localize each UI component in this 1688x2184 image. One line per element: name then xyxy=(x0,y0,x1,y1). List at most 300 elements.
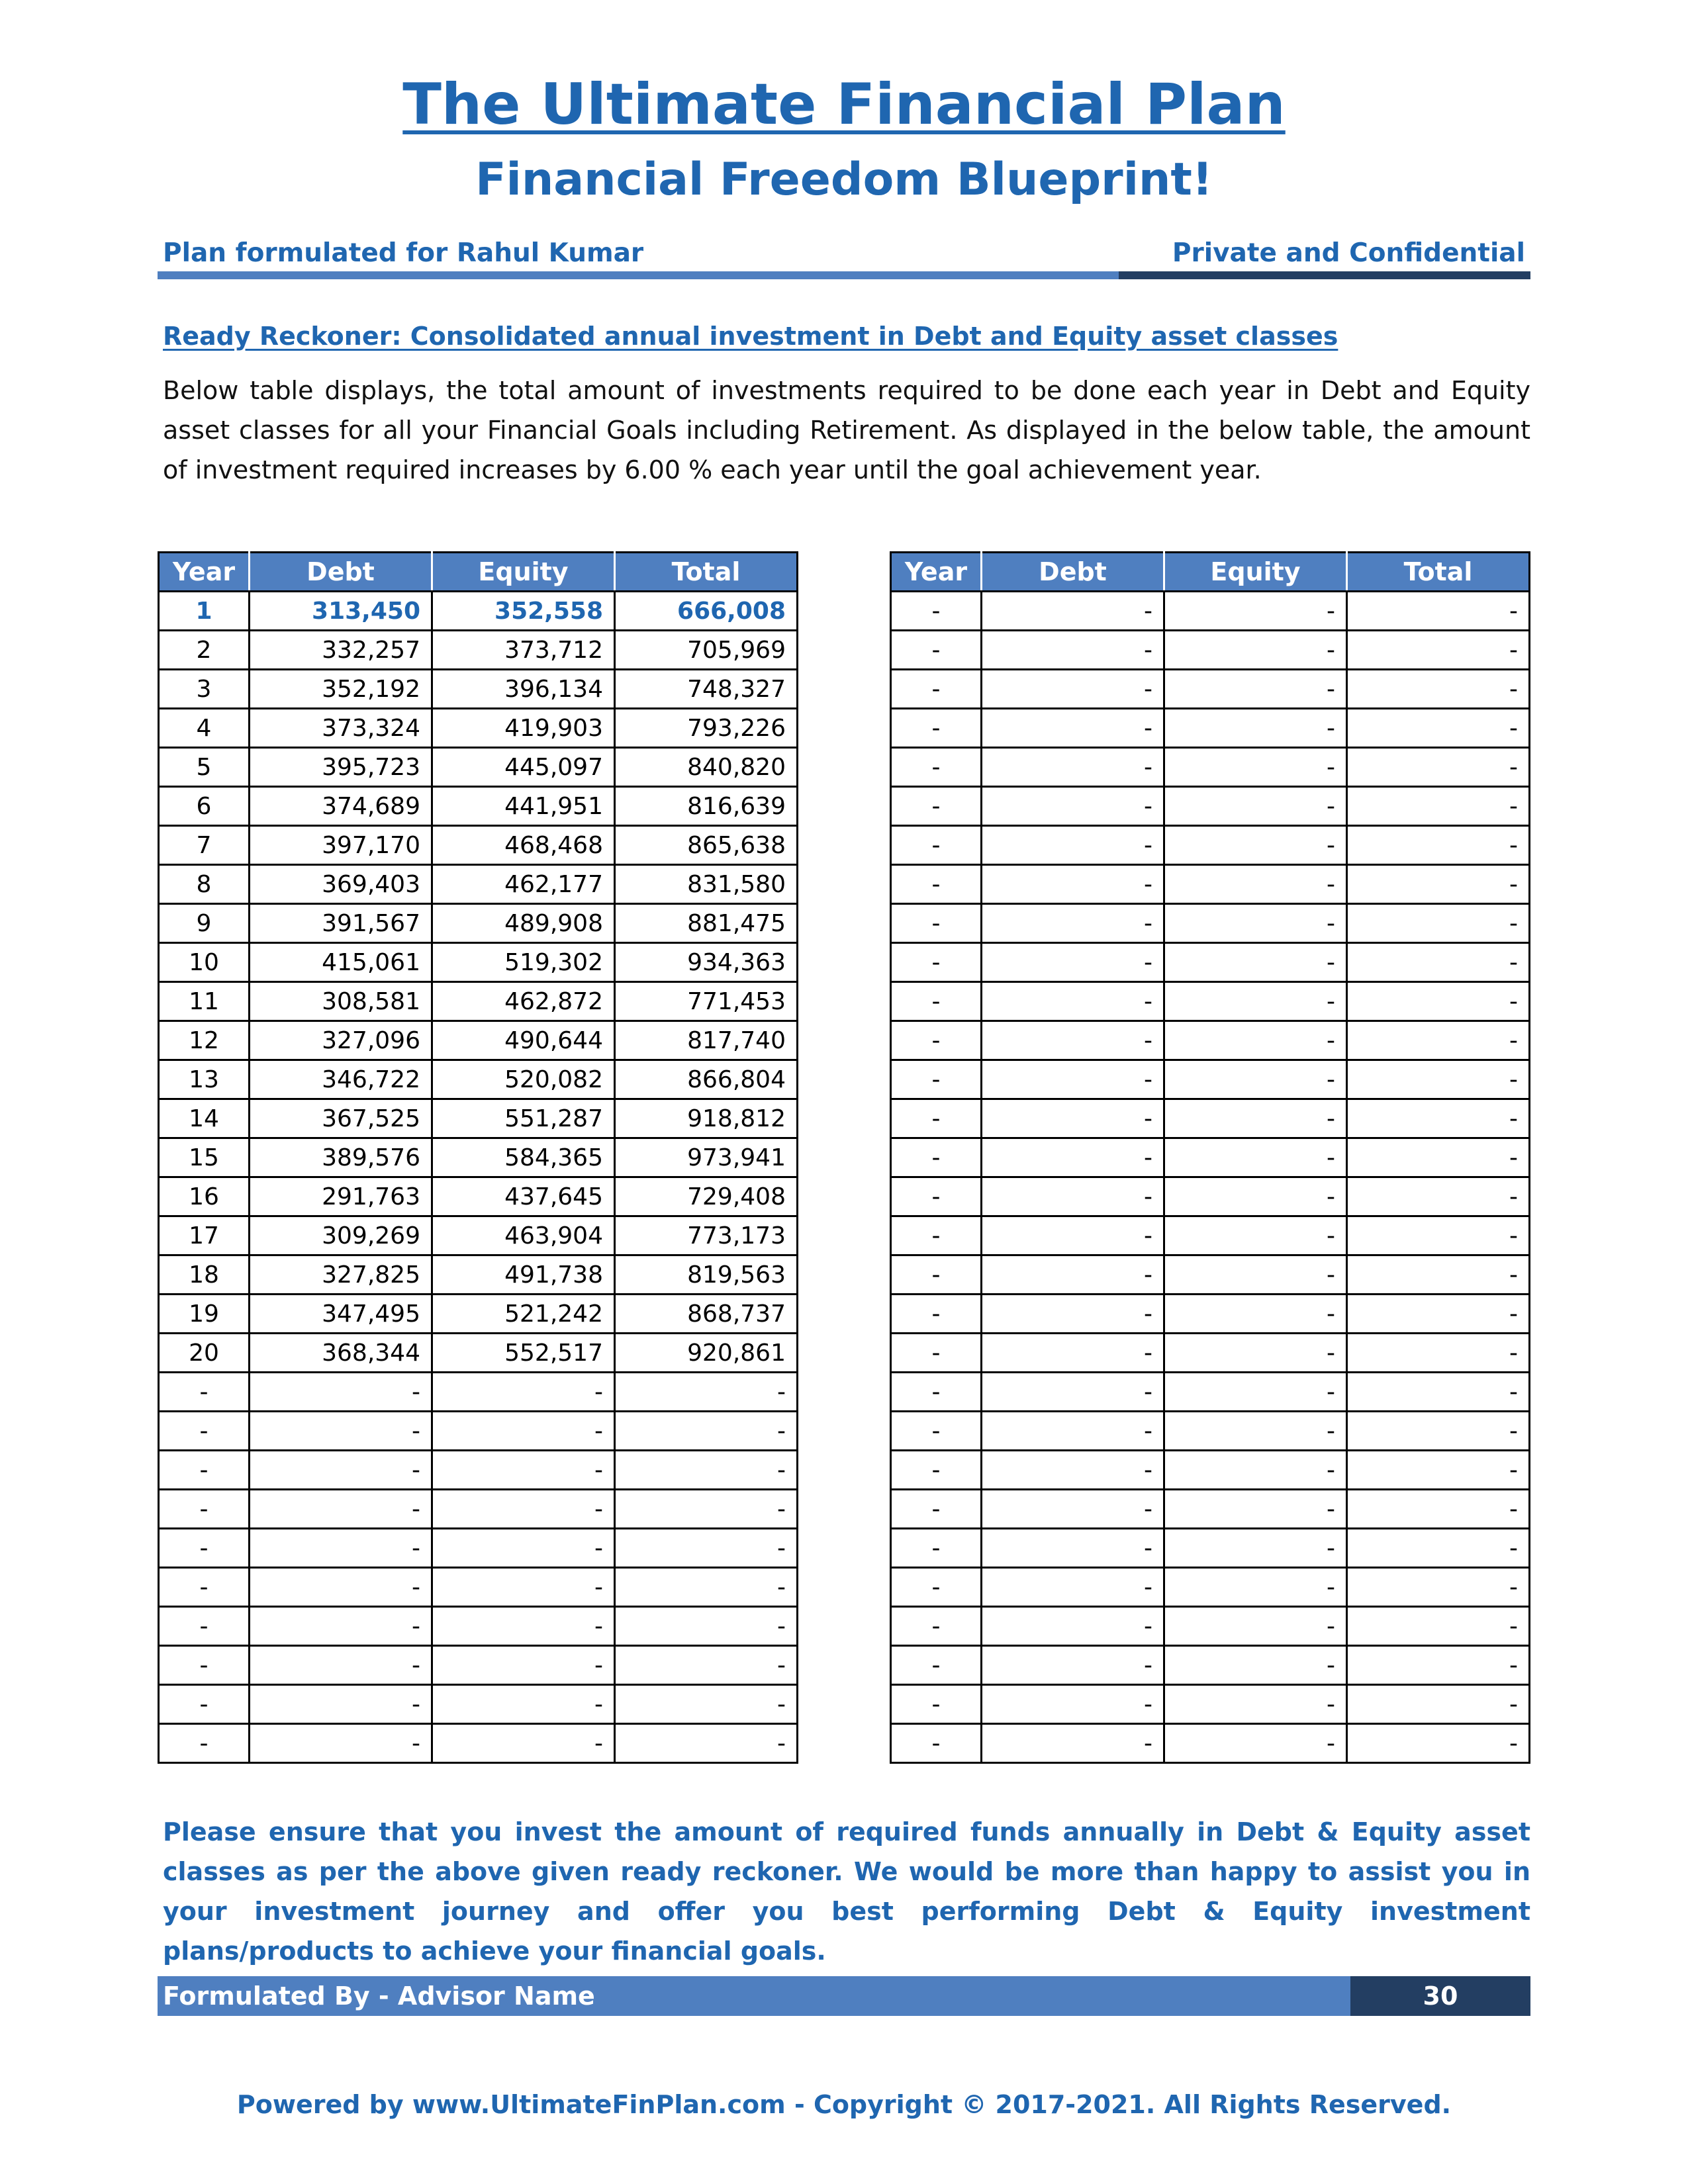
cell-debt: 389,576 xyxy=(250,1138,432,1177)
cell-equity: - xyxy=(1164,1490,1347,1529)
cell-equity: - xyxy=(1164,592,1347,631)
cell-total: 866,804 xyxy=(615,1060,798,1099)
cell-year: 2 xyxy=(159,631,250,670)
ready-reckoner-table-left xyxy=(158,551,798,1764)
table-row xyxy=(159,1451,798,1490)
cell-debt: - xyxy=(982,1295,1164,1334)
cell-year: 20 xyxy=(159,1334,250,1373)
cell-year: 11 xyxy=(159,982,250,1021)
cell-year: - xyxy=(159,1646,250,1685)
cell-equity: 490,644 xyxy=(432,1021,615,1060)
cell-debt: 308,581 xyxy=(250,982,432,1021)
cell-debt: - xyxy=(250,1685,432,1724)
ready-reckoner-table-right xyxy=(890,551,1530,1764)
table-row xyxy=(891,1177,1530,1216)
table-row xyxy=(159,1490,798,1529)
cell-year: - xyxy=(159,1412,250,1451)
table-row xyxy=(159,1255,798,1295)
table-row xyxy=(891,1490,1530,1529)
cell-equity: - xyxy=(1164,631,1347,670)
header-year: Year xyxy=(159,553,250,592)
cell-debt: 395,723 xyxy=(250,748,432,787)
cell-equity: - xyxy=(1164,1724,1347,1763)
table-row xyxy=(159,787,798,826)
cell-total: - xyxy=(615,1412,798,1451)
cell-year: - xyxy=(891,1060,982,1099)
cell-equity: - xyxy=(1164,1295,1347,1334)
cell-year: - xyxy=(891,943,982,982)
cell-total: - xyxy=(615,1529,798,1568)
cell-year: - xyxy=(891,1295,982,1334)
cell-equity: 462,177 xyxy=(432,865,615,904)
cell-total: - xyxy=(615,1646,798,1685)
cell-debt: - xyxy=(250,1724,432,1763)
cell-year: 19 xyxy=(159,1295,250,1334)
cell-debt: - xyxy=(982,592,1164,631)
cell-year: - xyxy=(159,1607,250,1646)
cell-year: - xyxy=(891,1568,982,1607)
cell-total: 865,638 xyxy=(615,826,798,865)
table-row xyxy=(159,1373,798,1412)
cell-debt: 367,525 xyxy=(250,1099,432,1138)
cell-total: 705,969 xyxy=(615,631,798,670)
cell-equity: - xyxy=(1164,1177,1347,1216)
cell-equity: 551,287 xyxy=(432,1099,615,1138)
cell-equity: - xyxy=(1164,1255,1347,1295)
cell-equity: - xyxy=(432,1685,615,1724)
cell-year: 12 xyxy=(159,1021,250,1060)
table-row xyxy=(159,709,798,748)
powered-by-line: Powered by www.UltimateFinPlan.com - Copyright © 2017-2021. All Rights Reserved. xyxy=(236,2090,1452,2119)
cell-year: - xyxy=(891,787,982,826)
cell-total: 973,941 xyxy=(615,1138,798,1177)
cell-debt: 347,495 xyxy=(250,1295,432,1334)
page-number: 30 xyxy=(1423,1981,1458,2011)
cell-year: - xyxy=(159,1529,250,1568)
cell-debt: - xyxy=(982,709,1164,748)
cell-total: 819,563 xyxy=(615,1255,798,1295)
cell-total: - xyxy=(1347,1412,1530,1451)
cell-equity: - xyxy=(1164,1451,1347,1490)
cell-equity: - xyxy=(1164,1607,1347,1646)
cell-equity: 519,302 xyxy=(432,943,615,982)
cell-debt: - xyxy=(982,1021,1164,1060)
cell-year: 6 xyxy=(159,787,250,826)
cell-year: - xyxy=(891,1216,982,1255)
cell-equity: - xyxy=(432,1490,615,1529)
cell-equity: 489,908 xyxy=(432,904,615,943)
cell-debt: - xyxy=(982,1177,1164,1216)
table-row xyxy=(159,1021,798,1060)
header-total: Total xyxy=(1347,553,1530,592)
cell-equity: 352,558 xyxy=(432,592,615,631)
cell-year: - xyxy=(159,1490,250,1529)
cell-year: - xyxy=(891,592,982,631)
cell-total: 831,580 xyxy=(615,865,798,904)
cell-equity: 463,904 xyxy=(432,1216,615,1255)
cell-debt: - xyxy=(982,1646,1164,1685)
cell-debt: 368,344 xyxy=(250,1334,432,1373)
header-year: Year xyxy=(891,553,982,592)
cell-equity: - xyxy=(1164,1568,1347,1607)
cell-total: 840,820 xyxy=(615,748,798,787)
cell-total: 934,363 xyxy=(615,943,798,982)
cell-year: - xyxy=(891,670,982,709)
cell-total: 817,740 xyxy=(615,1021,798,1060)
cell-year: - xyxy=(159,1685,250,1724)
cell-debt: - xyxy=(982,1724,1164,1763)
table-row xyxy=(891,1255,1530,1295)
cell-equity: - xyxy=(1164,1060,1347,1099)
cell-equity: - xyxy=(432,1412,615,1451)
cell-total: 771,453 xyxy=(615,982,798,1021)
cell-total: - xyxy=(1347,1490,1530,1529)
cell-equity: - xyxy=(1164,1529,1347,1568)
cell-debt: 373,324 xyxy=(250,709,432,748)
cell-debt: - xyxy=(250,1373,432,1412)
table-row xyxy=(891,1607,1530,1646)
cell-total: 868,737 xyxy=(615,1295,798,1334)
cell-year: 4 xyxy=(159,709,250,748)
cell-debt: - xyxy=(982,1490,1164,1529)
cell-total: 793,226 xyxy=(615,709,798,748)
cell-total: - xyxy=(1347,1138,1530,1177)
cell-equity: 445,097 xyxy=(432,748,615,787)
table-row xyxy=(891,1724,1530,1763)
table-row xyxy=(159,1060,798,1099)
cell-debt: 309,269 xyxy=(250,1216,432,1255)
cell-equity: - xyxy=(1164,787,1347,826)
cell-year: 3 xyxy=(159,670,250,709)
cell-year: - xyxy=(891,748,982,787)
cell-debt: - xyxy=(982,904,1164,943)
cell-total: 816,639 xyxy=(615,787,798,826)
cell-debt: - xyxy=(982,865,1164,904)
cell-year: - xyxy=(159,1451,250,1490)
table-row xyxy=(891,1373,1530,1412)
cell-debt: - xyxy=(982,1412,1164,1451)
table-row xyxy=(159,943,798,982)
table-row xyxy=(159,1529,798,1568)
cell-equity: 521,242 xyxy=(432,1295,615,1334)
cell-debt: - xyxy=(250,1607,432,1646)
table-row xyxy=(891,943,1530,982)
cell-equity: - xyxy=(1164,826,1347,865)
cell-debt: - xyxy=(982,1568,1164,1607)
table-row xyxy=(159,1216,798,1255)
table-row xyxy=(159,1412,798,1451)
cell-debt: - xyxy=(250,1490,432,1529)
table-row xyxy=(891,1451,1530,1490)
cell-total: - xyxy=(1347,709,1530,748)
cell-debt: - xyxy=(982,1060,1164,1099)
cell-equity: 373,712 xyxy=(432,631,615,670)
table-row xyxy=(159,1177,798,1216)
cell-debt: - xyxy=(982,826,1164,865)
cell-equity: - xyxy=(1164,904,1347,943)
cell-equity: - xyxy=(432,1568,615,1607)
cell-total: - xyxy=(615,1490,798,1529)
cell-equity: - xyxy=(432,1451,615,1490)
table-row xyxy=(891,904,1530,943)
cell-total: 920,861 xyxy=(615,1334,798,1373)
cell-year: - xyxy=(159,1373,250,1412)
table-row xyxy=(891,709,1530,748)
cell-total: - xyxy=(1347,1295,1530,1334)
cell-year: - xyxy=(891,1724,982,1763)
cell-equity: - xyxy=(432,1607,615,1646)
table-row xyxy=(159,631,798,670)
cell-equity: - xyxy=(1164,709,1347,748)
cell-debt: 369,403 xyxy=(250,865,432,904)
table-row xyxy=(159,865,798,904)
cell-equity: - xyxy=(1164,1373,1347,1412)
table-row xyxy=(159,670,798,709)
cell-debt: - xyxy=(982,943,1164,982)
cell-total: - xyxy=(1347,748,1530,787)
cell-equity: 419,903 xyxy=(432,709,615,748)
cell-total: - xyxy=(1347,982,1530,1021)
cell-equity: - xyxy=(432,1373,615,1412)
cell-debt: 415,061 xyxy=(250,943,432,982)
cell-debt: - xyxy=(982,1138,1164,1177)
cell-debt: - xyxy=(982,1529,1164,1568)
cell-total: - xyxy=(1347,1607,1530,1646)
table-row xyxy=(159,1724,798,1763)
cell-equity: - xyxy=(432,1646,615,1685)
table-row xyxy=(159,1099,798,1138)
cell-equity: - xyxy=(1164,1138,1347,1177)
page-title: The Ultimate Financial Plan xyxy=(402,71,1286,138)
header-debt: Debt xyxy=(982,553,1164,592)
table-row xyxy=(891,592,1530,631)
cell-equity: 462,872 xyxy=(432,982,615,1021)
cell-total: - xyxy=(615,1607,798,1646)
cell-equity: - xyxy=(1164,1646,1347,1685)
table-row xyxy=(891,1646,1530,1685)
cell-debt: 332,257 xyxy=(250,631,432,670)
cell-year: - xyxy=(891,1646,982,1685)
cell-total: - xyxy=(1347,1373,1530,1412)
table-row xyxy=(891,826,1530,865)
cell-total: - xyxy=(1347,670,1530,709)
cell-equity: - xyxy=(1164,670,1347,709)
cell-total: - xyxy=(615,1685,798,1724)
cell-year: - xyxy=(891,1451,982,1490)
closing-paragraph: Please ensure that you invest the amount of required funds annually in Debt & Equity asset classes as per the above given ready reckoner. We would be more than happy to assist you in your investment journey and offer you best performing Debt & Equity investment plans/products to achieve your financial goals. xyxy=(163,1817,1530,1966)
table-row xyxy=(159,1607,798,1646)
cell-equity: - xyxy=(1164,982,1347,1021)
cell-equity: - xyxy=(1164,748,1347,787)
table-row xyxy=(891,1334,1530,1373)
cell-year: - xyxy=(891,904,982,943)
cell-year: - xyxy=(891,1529,982,1568)
cell-equity: - xyxy=(1164,1334,1347,1373)
table-row xyxy=(159,1685,798,1724)
cell-year: - xyxy=(891,1099,982,1138)
cell-debt: - xyxy=(982,748,1164,787)
cell-debt: - xyxy=(982,1255,1164,1295)
cell-total: - xyxy=(1347,1099,1530,1138)
cell-debt: 313,450 xyxy=(250,592,432,631)
header-total: Total xyxy=(615,553,798,592)
cell-debt: 374,689 xyxy=(250,787,432,826)
header-divider-light xyxy=(158,271,1119,279)
cell-total: - xyxy=(1347,1334,1530,1373)
cell-year: 1 xyxy=(159,592,250,631)
cell-total: - xyxy=(1347,1646,1530,1685)
cell-year: 14 xyxy=(159,1099,250,1138)
cell-total: - xyxy=(615,1568,798,1607)
cell-debt: 291,763 xyxy=(250,1177,432,1216)
table-row xyxy=(891,1685,1530,1724)
cell-debt: 327,825 xyxy=(250,1255,432,1295)
table-row xyxy=(891,1529,1530,1568)
cell-debt: 346,722 xyxy=(250,1060,432,1099)
cell-debt: - xyxy=(982,787,1164,826)
table-row xyxy=(891,1216,1530,1255)
cell-total: - xyxy=(1347,631,1530,670)
cell-debt: - xyxy=(982,1607,1164,1646)
cell-debt: 327,096 xyxy=(250,1021,432,1060)
cell-equity: 520,082 xyxy=(432,1060,615,1099)
cell-equity: - xyxy=(1164,1216,1347,1255)
table-row xyxy=(891,1138,1530,1177)
cell-year: - xyxy=(159,1568,250,1607)
table-row xyxy=(891,1099,1530,1138)
cell-debt: 352,192 xyxy=(250,670,432,709)
table-row xyxy=(891,631,1530,670)
cell-debt: - xyxy=(982,1373,1164,1412)
cell-equity: - xyxy=(432,1724,615,1763)
cell-equity: - xyxy=(432,1529,615,1568)
cell-year: 5 xyxy=(159,748,250,787)
table-row xyxy=(159,592,798,631)
cell-debt: - xyxy=(982,670,1164,709)
cell-equity: 584,365 xyxy=(432,1138,615,1177)
cell-year: - xyxy=(891,1490,982,1529)
cell-equity: - xyxy=(1164,865,1347,904)
cell-equity: - xyxy=(1164,1099,1347,1138)
cell-total: - xyxy=(1347,826,1530,865)
cell-year: - xyxy=(891,1334,982,1373)
table-row xyxy=(891,1412,1530,1451)
cell-debt: - xyxy=(982,1451,1164,1490)
cell-year: 18 xyxy=(159,1255,250,1295)
cell-year: - xyxy=(891,1607,982,1646)
cell-total: - xyxy=(1347,1021,1530,1060)
cell-year: 7 xyxy=(159,826,250,865)
cell-year: - xyxy=(891,982,982,1021)
cell-total: - xyxy=(1347,787,1530,826)
cell-year: - xyxy=(891,865,982,904)
cell-year: - xyxy=(891,1412,982,1451)
table-row xyxy=(159,904,798,943)
header-debt: Debt xyxy=(250,553,432,592)
cell-debt: - xyxy=(250,1451,432,1490)
cell-total: - xyxy=(1347,1529,1530,1568)
cell-year: - xyxy=(891,631,982,670)
cell-equity: 437,645 xyxy=(432,1177,615,1216)
cell-debt: - xyxy=(250,1529,432,1568)
cell-year: - xyxy=(891,709,982,748)
table-row xyxy=(891,982,1530,1021)
cell-debt: - xyxy=(982,1685,1164,1724)
table-header-row xyxy=(159,553,798,592)
cell-year: - xyxy=(891,1021,982,1060)
table-row xyxy=(891,1060,1530,1099)
table-row xyxy=(891,1295,1530,1334)
cell-year: 16 xyxy=(159,1177,250,1216)
cell-debt: - xyxy=(982,982,1164,1021)
cell-debt: - xyxy=(982,1334,1164,1373)
table-row xyxy=(891,670,1530,709)
cell-total: 918,812 xyxy=(615,1099,798,1138)
table-row xyxy=(159,1295,798,1334)
cell-total: - xyxy=(1347,865,1530,904)
table-row xyxy=(159,1646,798,1685)
header-equity: Equity xyxy=(1164,553,1347,592)
cell-debt: - xyxy=(982,631,1164,670)
cell-total: - xyxy=(615,1724,798,1763)
cell-debt: 397,170 xyxy=(250,826,432,865)
cell-equity: 441,951 xyxy=(432,787,615,826)
cell-total: - xyxy=(615,1373,798,1412)
plan-for-label: Plan formulated for Rahul Kumar xyxy=(163,238,644,268)
table-row xyxy=(159,1334,798,1373)
header-equity: Equity xyxy=(432,553,615,592)
table-row xyxy=(159,982,798,1021)
cell-total: 881,475 xyxy=(615,904,798,943)
table-row xyxy=(891,787,1530,826)
cell-year: - xyxy=(891,1255,982,1295)
cell-year: 9 xyxy=(159,904,250,943)
page-subtitle: Financial Freedom Blueprint! xyxy=(475,154,1213,206)
cell-year: - xyxy=(159,1724,250,1763)
cell-equity: 396,134 xyxy=(432,670,615,709)
cell-year: - xyxy=(891,1373,982,1412)
table-row xyxy=(891,1568,1530,1607)
cell-debt: - xyxy=(250,1568,432,1607)
cell-equity: 468,468 xyxy=(432,826,615,865)
cell-debt: - xyxy=(250,1412,432,1451)
cell-debt: - xyxy=(982,1216,1164,1255)
cell-total: - xyxy=(1347,1216,1530,1255)
table-row xyxy=(159,1138,798,1177)
cell-year: - xyxy=(891,1138,982,1177)
cell-total: - xyxy=(1347,1685,1530,1724)
table-header-row xyxy=(891,553,1530,592)
cell-equity: 552,517 xyxy=(432,1334,615,1373)
cell-year: 13 xyxy=(159,1060,250,1099)
cell-equity: - xyxy=(1164,943,1347,982)
cell-equity: - xyxy=(1164,1685,1347,1724)
cell-year: 8 xyxy=(159,865,250,904)
cell-total: - xyxy=(1347,1060,1530,1099)
cell-total: - xyxy=(1347,1724,1530,1763)
cell-equity: 491,738 xyxy=(432,1255,615,1295)
cell-year: 10 xyxy=(159,943,250,982)
cell-year: - xyxy=(891,1685,982,1724)
table-row xyxy=(159,1568,798,1607)
cell-year: 17 xyxy=(159,1216,250,1255)
table-row xyxy=(159,826,798,865)
cell-year: - xyxy=(891,826,982,865)
cell-total: - xyxy=(1347,1568,1530,1607)
confidential-label: Private and Confidential xyxy=(1172,238,1525,268)
cell-total: 729,408 xyxy=(615,1177,798,1216)
cell-total: - xyxy=(615,1451,798,1490)
